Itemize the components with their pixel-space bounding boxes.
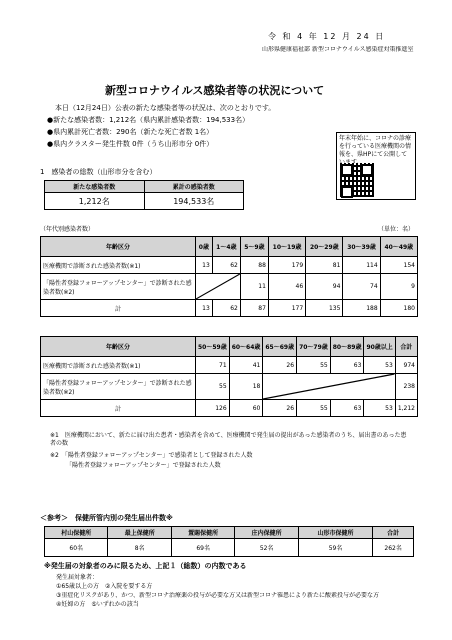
summary-table bbox=[44, 180, 244, 210]
issuing-department: 山形県健康福祉部 新型コロナウイルス感染症対策推進室 bbox=[262, 46, 414, 53]
cell: 63 bbox=[330, 357, 364, 374]
age-table-2-header-label: 年齢区分 bbox=[41, 337, 196, 357]
not-applicable-cell bbox=[196, 274, 241, 300]
cell: 13 bbox=[196, 257, 213, 274]
bullet-deaths: ●県内累計死亡者数：290名（新たな死亡者数 1名） bbox=[47, 128, 214, 136]
bullet-clusters: ●県内クラスター発生件数 0件（うち山形市分 0件） bbox=[47, 140, 214, 148]
age-col-6: 40～49歳 bbox=[380, 237, 417, 257]
age-table-1-header-label: 年齢区分 bbox=[41, 237, 196, 257]
ref-header: 庄内保健所 bbox=[235, 527, 298, 539]
ref-value: 262名 bbox=[373, 539, 414, 557]
cell: 180 bbox=[380, 300, 417, 317]
age-col-1: 1～4歳 bbox=[212, 237, 240, 257]
age-col-6: 合計 bbox=[395, 337, 417, 357]
cell: 18 bbox=[229, 374, 263, 400]
cell: 1,212 bbox=[395, 400, 417, 417]
reference-subnote-3: ③重症化リスクがあり、かつ、新型コロナ治療薬の投与が必要な方又は新型コロナ罹患により新たに酸素投与が必要な方 bbox=[56, 592, 380, 599]
cell: 238 bbox=[395, 374, 417, 400]
summary-new-cases: 1,212名 bbox=[45, 193, 145, 210]
cell: 74 bbox=[343, 274, 380, 300]
ref-value: 52名 bbox=[235, 539, 298, 557]
ref-header: 合計 bbox=[373, 527, 414, 539]
cell: 62 bbox=[212, 257, 240, 274]
cell: 41 bbox=[229, 357, 263, 374]
cell: 9 bbox=[380, 274, 417, 300]
notice-text: 年末年始に、コロナの診療を行っている医療機関の情報を、県HPにて公開して bbox=[339, 135, 412, 158]
cell: 81 bbox=[306, 257, 343, 274]
note-3: 「陽性者登録フォローアップセンター」で登録された人数 bbox=[66, 462, 221, 469]
cell: 26 bbox=[263, 400, 297, 417]
age-col-5: 30～39歳 bbox=[343, 237, 380, 257]
cell: 974 bbox=[395, 357, 417, 374]
document-date: 令 和 4 年 12 月 24 日 bbox=[268, 32, 386, 41]
cell: 53 bbox=[364, 400, 395, 417]
note-1: ※1 医療機関において、新たに届け出た患者・感染者を含めて、医療機関で発生届の提出があった感染者のうち、届出書のあった患者の数 bbox=[50, 432, 407, 447]
table-row bbox=[41, 400, 418, 417]
cell: 177 bbox=[268, 300, 305, 317]
cell: 154 bbox=[380, 257, 417, 274]
cell: 135 bbox=[306, 300, 343, 317]
section1-title: 1 感染者の総数（山形市分を含む） bbox=[40, 168, 157, 176]
age-col-0: 0歳 bbox=[196, 237, 213, 257]
summary-total-cases: 194,533名 bbox=[144, 193, 244, 210]
age-col-0: 50～59歳 bbox=[196, 337, 230, 357]
reference-title: ＜参考＞ 保健所管内別の発生届出件数※ bbox=[40, 514, 173, 522]
cell: 188 bbox=[343, 300, 380, 317]
cell: 46 bbox=[268, 274, 305, 300]
ref-value: 8名 bbox=[108, 539, 171, 557]
cell: 87 bbox=[240, 300, 268, 317]
ref-header: 最上保健所 bbox=[108, 527, 171, 539]
cell: 179 bbox=[268, 257, 305, 274]
row-label: 医療機関で診断された感染者数(※1) bbox=[41, 357, 196, 374]
cell: 126 bbox=[196, 400, 230, 417]
bullet-new-cases: ●新たな感染者数：1,212名（県内累計感染者数：194,533名） bbox=[47, 116, 250, 124]
row-label: 「陽性者登録フォローアップセンター」で診断された感染者数(※2) bbox=[41, 274, 196, 300]
age-col-2: 65～69歳 bbox=[263, 337, 297, 357]
summary-header-total: 累計の感染者数 bbox=[144, 181, 244, 193]
ref-header: 村山保健所 bbox=[45, 527, 108, 539]
ref-value: 59名 bbox=[298, 539, 372, 557]
reference-subnote-4: ④妊婦の方 ⑤いずれかの該当 bbox=[56, 601, 139, 608]
age-table-caption: （年代別感染者数） bbox=[40, 226, 95, 233]
ref-value: 69名 bbox=[171, 539, 234, 557]
qr-code-corner bbox=[341, 186, 353, 198]
note-2: ※2 「陽性者登録フォローアップセンター」で感染者として登録された人数 bbox=[50, 452, 253, 459]
age-col-1: 60～64歳 bbox=[229, 337, 263, 357]
cell: 94 bbox=[306, 274, 343, 300]
age-col-4: 80～89歳 bbox=[330, 337, 364, 357]
reference-subnote-2: ①65歳以上の方 ②入院を要する方 bbox=[56, 583, 153, 590]
age-col-3: 10～19歳 bbox=[268, 237, 305, 257]
cell: 13 bbox=[196, 300, 213, 317]
table-row bbox=[41, 374, 418, 400]
age-col-5: 90歳以上 bbox=[364, 337, 395, 357]
ref-header: 山形市保健所 bbox=[298, 527, 372, 539]
cell: 88 bbox=[240, 257, 268, 274]
intro-text: 本日（12月24日）公表の新たな感染者等の状況は、次のとおりです。 bbox=[55, 104, 276, 112]
cell: 55 bbox=[297, 400, 331, 417]
cell: 55 bbox=[297, 357, 331, 374]
cell: 62 bbox=[212, 300, 240, 317]
reference-subnote-1: 発生届対象者： bbox=[56, 574, 99, 581]
age-table-2 bbox=[40, 336, 418, 417]
cell: 26 bbox=[263, 357, 297, 374]
cell: 53 bbox=[364, 357, 395, 374]
row-label: 計 bbox=[41, 400, 196, 417]
summary-header-new: 新たな感染者数 bbox=[45, 181, 145, 193]
cell: 63 bbox=[330, 400, 364, 417]
table-row bbox=[41, 357, 418, 374]
document-title: 新型コロナウイルス感染者等の状況について bbox=[105, 84, 325, 97]
cell: 114 bbox=[343, 257, 380, 274]
cell: 60 bbox=[229, 400, 263, 417]
age-col-2: 5～9歳 bbox=[240, 237, 268, 257]
ref-value: 60名 bbox=[45, 539, 108, 557]
row-label: 「陽性者登録フォローアップセンター」で診断された感染者数(※2) bbox=[41, 374, 196, 400]
cell: 55 bbox=[196, 374, 230, 400]
cell: 11 bbox=[240, 274, 268, 300]
reference-note: ※発生届の対象者のみに限るため、上記１（総数）の内数である bbox=[44, 562, 247, 570]
ref-header: 置賜保健所 bbox=[171, 527, 234, 539]
cell: 71 bbox=[196, 357, 230, 374]
age-col-4: 20～29歳 bbox=[306, 237, 343, 257]
table-row bbox=[41, 274, 418, 300]
age-col-3: 70～79歳 bbox=[297, 337, 331, 357]
row-label: 医療機関で診断された感染者数(※1) bbox=[41, 257, 196, 274]
unit-label: （単位：名） bbox=[378, 226, 415, 233]
table-row bbox=[41, 257, 418, 274]
not-applicable-cell bbox=[263, 374, 395, 400]
table-row bbox=[41, 300, 418, 317]
age-table-1 bbox=[40, 236, 418, 317]
row-label: 計 bbox=[41, 300, 196, 317]
reference-table bbox=[44, 526, 414, 557]
